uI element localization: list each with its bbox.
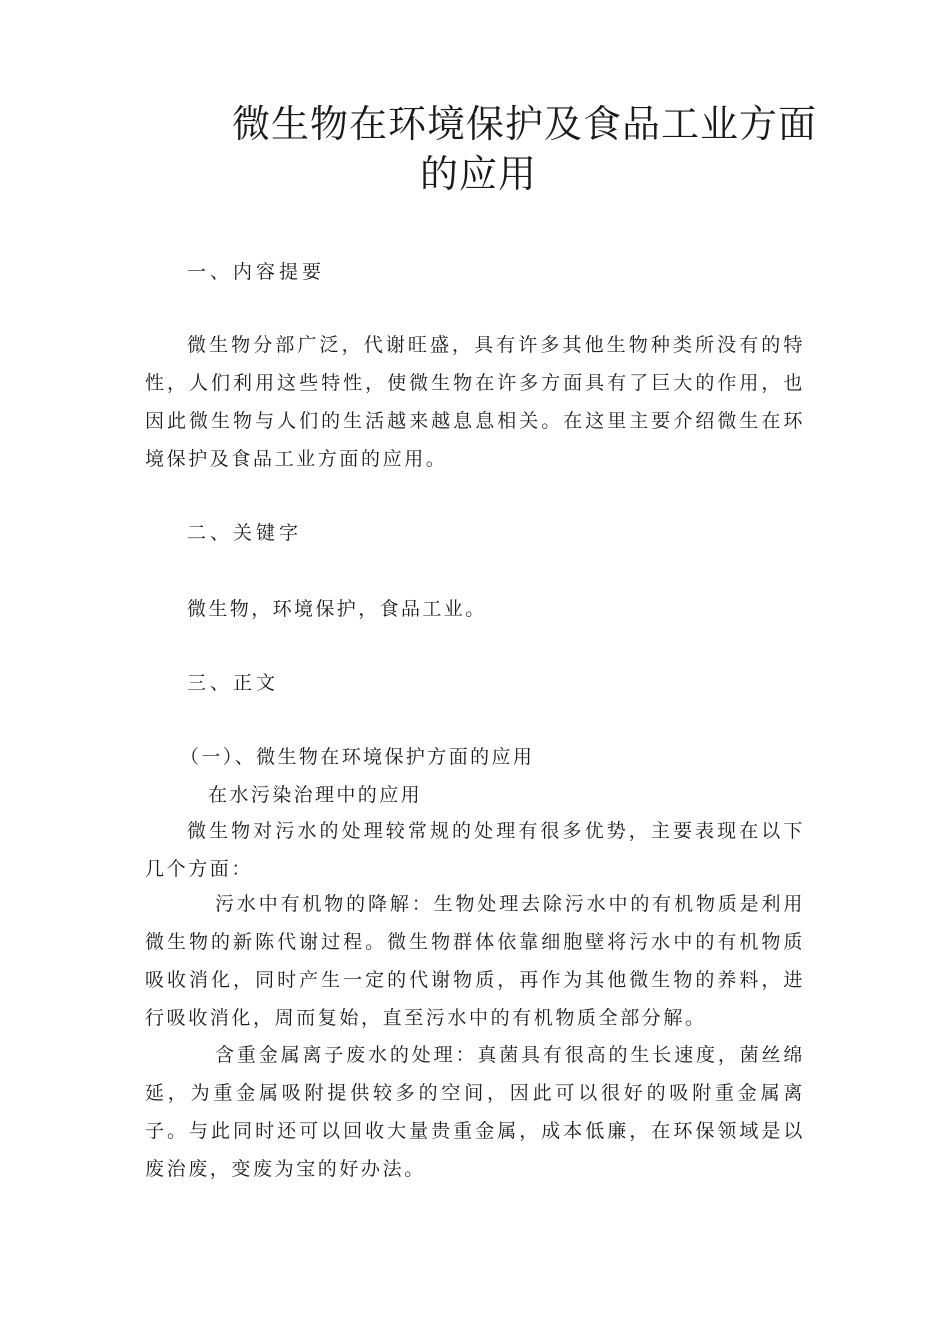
title-line-2: 的应用 xyxy=(420,152,538,196)
paragraph-heavy-metal: 含重金属离子废水的处理：真菌具有很高的生长速度，菌丝绵延，为重金属吸附提供较多的空间，因此可以很好的吸附重金属离子。与此同时还可以回收大量贵重金属，成本低廉，在环保领域是以废治废，变废为宝的好办法。 xyxy=(145,1044,805,1180)
subsection-heading-environment: （一）、微生物在环境保护方面的应用 xyxy=(180,746,535,768)
keywords-text: 微生物，环境保护，食品工业。 xyxy=(187,598,487,620)
section-heading-main: 三、正文 xyxy=(187,672,280,694)
subsection-heading-water: 在水污染治理中的应用 xyxy=(208,784,423,806)
paragraph-advantages: 微生物对污水的处理较常规的处理有很多优势，主要表现在以下几个方面： xyxy=(145,820,805,880)
section-heading-summary: 一、内容提要 xyxy=(187,261,326,283)
section-heading-keywords: 二、关键字 xyxy=(187,522,303,544)
title-line-1: 微生物在环境保护及食品工业方面 xyxy=(232,102,818,146)
summary-paragraph: 微生物分部广泛，代谢旺盛，具有许多其他生物种类所没有的特性，人们利用这些特性，使微生物在许多方面具有了巨大的作用，也因此微生物与人们的生活越来越息息相关。在这里主要介绍微生在环境保护及食品工业方面的应用。 xyxy=(145,334,805,470)
paragraph-organic-degradation: 污水中有机物的降解：生物处理去除污水中的有机物质是利用微生物的新陈代谢过程。微生物群体依靠细胞壁将污水中的有机物质吸收消化，同时产生一定的代谢物质，再作为其他微生物的养料，进行吸收消化，周而复始，直至污水中的有机物质全部分解。 xyxy=(145,893,805,1029)
